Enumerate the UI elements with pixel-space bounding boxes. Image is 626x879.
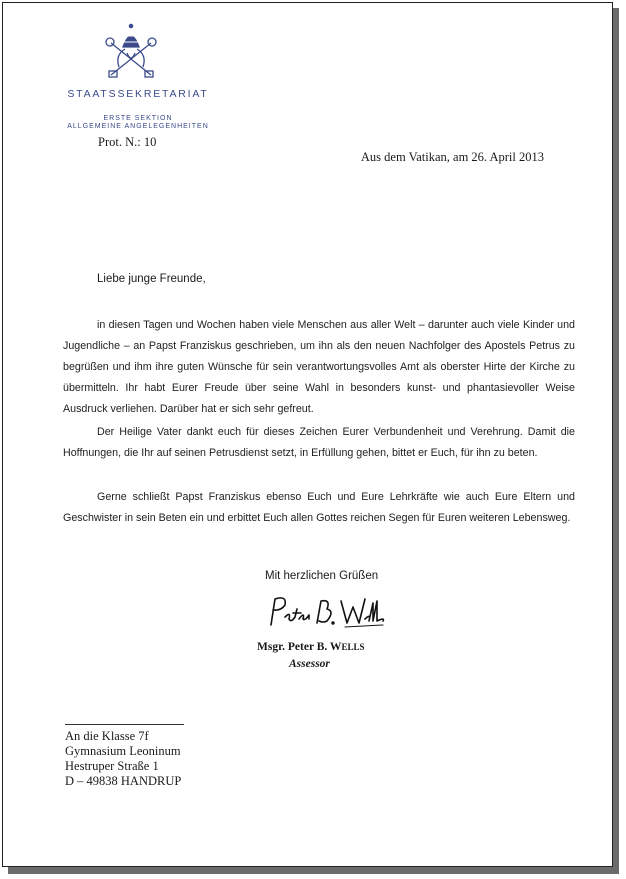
salutation: Liebe junge Freunde, bbox=[97, 273, 206, 285]
address-line-1: An die Klasse 7f bbox=[65, 729, 149, 743]
paragraph-2: Der Heilige Vater dankt euch für dieses Zeichen Eurer Verbundenheit und Verehrung. Damit die Hoffnungen, die Ihr auf seinen Petrusdienst setzt, in Erfüllung gehen, bittet er Euch, für ihn zu beten. bbox=[63, 426, 575, 459]
papal-coat-of-arms-icon bbox=[101, 23, 161, 81]
address-line-4: D – 49838 HANDRUP bbox=[65, 774, 182, 788]
department-name: STAATSSEKRETARIAT bbox=[67, 88, 209, 100]
paragraph-1: in diesen Tagen und Wochen haben viele Menschen aus aller Welt – darunter auch viele Kinder und Jugendliche – an Papst Franziskus geschrieben, um ihn als den neuen Nachfolger des Apostels Petrus zu begrüßen und ihm ihre guten Wünsche für sein verantwortungsvolles Amt als oberster Hirte der Kirche zu übermitteln. Ihr habt Eurer Freude über seine Wahl in besonders kunst- und phantasievoller Weise Ausdruck verliehen. Darüber hat er sich sehr gefreut. bbox=[63, 319, 575, 415]
address-line-2: Gymnasium Leoninum bbox=[65, 744, 181, 758]
section-line-2: ALLGEMEINE ANGELEGENHEITEN bbox=[67, 123, 209, 130]
place-date: Aus dem Vatikan, am 26. April 2013 bbox=[360, 150, 544, 164]
address-divider bbox=[65, 724, 184, 725]
address-line-3: Hestruper Straße 1 bbox=[65, 759, 159, 773]
handwritten-signature bbox=[261, 591, 391, 631]
letter-page bbox=[2, 2, 613, 867]
protocol-number: Prot. N.: 10 bbox=[98, 135, 157, 149]
section-line-1: ERSTE SEKTION bbox=[103, 115, 173, 122]
signatory-title: Assessor bbox=[289, 658, 330, 670]
paragraph-3: Gerne schließt Papst Franziskus ebenso Euch und Eure Lehrkräfte wie auch Eure Eltern und Geschwister in sein Beten ein und erbittet Euch allen Gottes reichen Segen für Euren weiteren Lebensweg. bbox=[63, 491, 575, 524]
closing: Mit herzlichen Grüßen bbox=[265, 570, 379, 582]
signatory-name: Msgr. Peter B. WELLS bbox=[257, 641, 365, 653]
